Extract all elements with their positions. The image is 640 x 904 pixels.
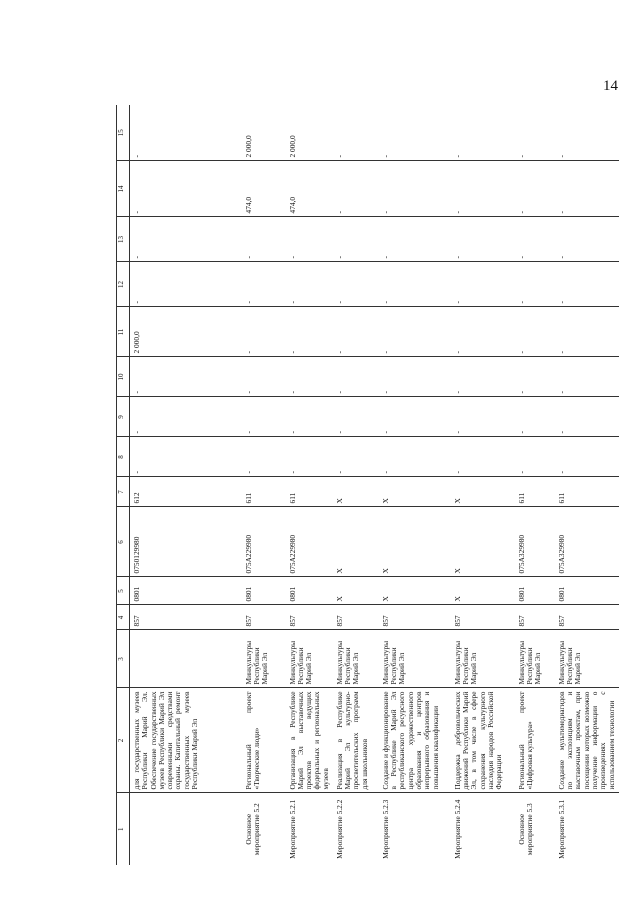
cell-col-11: - xyxy=(555,307,619,357)
cell-col-10: - xyxy=(242,357,286,397)
cell-col-4: 857 xyxy=(555,605,619,630)
cell-col-14: - xyxy=(333,161,379,217)
cell-col-2: Реализация в Республике Марий Эл культурно-просветительских программ для школьников xyxy=(333,688,379,793)
cell-col-8: - xyxy=(130,437,242,477)
cell-col-3: Минкультуры Республики Марий Эл xyxy=(333,630,379,688)
cell-col-13: - xyxy=(242,217,286,262)
cell-col-13: - xyxy=(451,217,515,262)
cell-col-1: Мероприятие 5.2.3 xyxy=(379,793,451,865)
cell-col-13: - xyxy=(333,217,379,262)
cell-col-14: - xyxy=(515,161,555,217)
table-row xyxy=(515,105,555,865)
column-header: 6 xyxy=(117,507,130,577)
cell-col-15: 2 000,0 xyxy=(287,135,297,158)
cell-col-6: 075A229980 xyxy=(242,507,286,577)
cell-col-2: для государственных музеев Республики Марий Эл. Обеспечение государственных музеев Республики Марий Эл современными средствами охраны. Капитальный ремонт государственных музеев Республики Марий Эл xyxy=(130,688,242,793)
cell-col-13: - xyxy=(130,217,242,262)
cell-col-6: 075A329980 xyxy=(555,507,619,577)
cell-col-7: 611 xyxy=(286,477,333,507)
cell-col-8: - xyxy=(286,437,333,477)
cell-col-5: X xyxy=(451,577,515,605)
cell-col-4: 857 xyxy=(379,605,451,630)
table-row xyxy=(451,105,515,865)
cell-col-1: Мероприятие 5.3.1 xyxy=(555,793,619,865)
cell-col-12: - xyxy=(451,262,515,307)
rotated-table-wrapper xyxy=(116,105,629,865)
cell-col-1: Основное мероприятие 5.3 xyxy=(515,793,555,865)
cell-col-2: Региональный проект «Творческие люди» xyxy=(242,688,286,793)
page-number: 14 xyxy=(603,78,618,94)
cell-col-9: - xyxy=(379,397,451,437)
cell-col-2: Создание мультимедиагидов по экспозициям и выставочным проектам, при посещении которых возможно получение информации о произведениях с использованием технологии xyxy=(555,688,619,793)
cell-col-11: - xyxy=(242,307,286,357)
cell-col-14: - xyxy=(555,161,619,217)
cell-col-11: 2 000,0 xyxy=(130,307,242,357)
column-header: 11 xyxy=(117,307,130,357)
cell-col-5: 0801 xyxy=(515,577,555,605)
header-row xyxy=(117,105,130,865)
cell-col-12: - xyxy=(333,262,379,307)
cell-col-6: 075A329980 xyxy=(515,507,555,577)
cell-col-9: - xyxy=(515,397,555,437)
table-row xyxy=(379,105,451,865)
column-header: 1 xyxy=(117,793,130,865)
cell-col-12: - xyxy=(286,262,333,307)
cell-col-5: X xyxy=(333,577,379,605)
cell-col-15: - xyxy=(556,155,566,158)
cell-col-9: - xyxy=(333,397,379,437)
cell-col-10: - xyxy=(515,357,555,397)
cell-col-10: - xyxy=(333,357,379,397)
cell-col-1: Мероприятие 5.2.1 xyxy=(286,793,333,865)
cell-col-7: 611 xyxy=(515,477,555,507)
cell-col-5: X xyxy=(379,577,451,605)
table-row xyxy=(333,105,379,865)
column-header: 9 xyxy=(117,397,130,437)
cell-col-3: Минкультуры Республики Марий Эл xyxy=(555,630,619,688)
cell-col-2: Создание и функционирование в Республике Марий Эл республиканского ресурсного центра художественного образования и центров непрерывного образования и повышения квалификации xyxy=(379,688,451,793)
cell-col-5: 0801 xyxy=(130,577,242,605)
cell-col-9: - xyxy=(555,397,619,437)
cell-col-1: Мероприятие 5.2.4 xyxy=(451,793,515,865)
cell-col-3: Минкультуры Республики Марий Эл xyxy=(379,630,451,688)
cell-col-13: - xyxy=(379,217,451,262)
cell-col-13: - xyxy=(286,217,333,262)
cell-col-15: - xyxy=(452,155,462,158)
cell-col-5: 0801 xyxy=(242,577,286,605)
cell-col-12: - xyxy=(130,262,242,307)
cell-col-7: X xyxy=(379,477,451,507)
cell-col-4: 857 xyxy=(451,605,515,630)
cell-col-8: - xyxy=(333,437,379,477)
cell-col-6: X xyxy=(451,507,515,577)
cell-col-10: - xyxy=(286,357,333,397)
cell-col-5: 0801 xyxy=(555,577,619,605)
cell-col-1: Мероприятие 5.2.2 xyxy=(333,793,379,865)
cell-col-11: - xyxy=(515,307,555,357)
cell-col-12: - xyxy=(379,262,451,307)
column-header: 12 xyxy=(117,262,130,307)
cell-col-2: Поддержка добровольческих движений Республики Марий Эл, в том числе в сфере сохранения культурного наследия народов Российской Федерации xyxy=(451,688,515,793)
cell-col-12: - xyxy=(242,262,286,307)
cell-col-7: 612 xyxy=(130,477,242,507)
cell-col-15: - xyxy=(380,155,390,158)
cell-col-14: 474,0 xyxy=(242,161,286,217)
cell-col-15: - xyxy=(132,155,141,158)
cell-col-10: - xyxy=(130,357,242,397)
cell-col-11: - xyxy=(333,307,379,357)
cell-col-11: - xyxy=(451,307,515,357)
cell-col-8: - xyxy=(555,437,619,477)
cell-col-8: - xyxy=(451,437,515,477)
cell-col-3: Минкультуры Республики Марий Эл xyxy=(242,630,286,688)
column-header: 8 xyxy=(117,437,130,477)
cell-col-13: - xyxy=(515,217,555,262)
cell-col-7: X xyxy=(333,477,379,507)
cell-col-15: - xyxy=(334,155,344,158)
cell-col-10: - xyxy=(555,357,619,397)
cell-col-11: - xyxy=(286,307,333,357)
cell-col-4: 857 xyxy=(515,605,555,630)
cell-col-6: X xyxy=(333,507,379,577)
cell-col-14: - xyxy=(130,161,242,217)
cell-col-2: Организация в Республике Марий Эл выставочных проектов ведущих федеральных и региональных музеев xyxy=(286,688,333,793)
cell-col-4: 857 xyxy=(333,605,379,630)
cell-col-15: - xyxy=(516,155,526,158)
cell-col-14: 474,0 xyxy=(286,161,333,217)
cell-col-7: 611 xyxy=(242,477,286,507)
cell-col-12: - xyxy=(555,262,619,307)
table-row xyxy=(555,105,619,865)
column-header: 5 xyxy=(117,577,130,605)
column-header: 10 xyxy=(117,357,130,397)
table-row xyxy=(286,105,333,865)
cell-col-8: - xyxy=(515,437,555,477)
budget-table xyxy=(116,105,619,865)
cell-col-6: X xyxy=(379,507,451,577)
cell-col-6: 0750129980 xyxy=(130,507,242,577)
cell-col-13: - xyxy=(555,217,619,262)
cell-col-3 xyxy=(130,630,242,688)
cell-col-9: - xyxy=(286,397,333,437)
cell-col-3: Минкультуры Республики Марий Эл xyxy=(286,630,333,688)
cell-col-7: X xyxy=(451,477,515,507)
column-header: 4 xyxy=(117,605,130,630)
cell-col-8: - xyxy=(379,437,451,477)
cell-col-3: Минкультуры Республики Марий Эл xyxy=(451,630,515,688)
cell-col-9: - xyxy=(242,397,286,437)
cell-col-1: Основное мероприятие 5.2 xyxy=(242,793,286,865)
table-row xyxy=(130,105,242,865)
cell-col-12: - xyxy=(515,262,555,307)
cell-col-10: - xyxy=(379,357,451,397)
cell-col-7: 611 xyxy=(555,477,619,507)
column-header: 2 xyxy=(117,688,130,793)
cell-col-4: 857 xyxy=(130,605,242,630)
column-header: 7 xyxy=(117,477,130,507)
cell-col-4: 857 xyxy=(286,605,333,630)
cell-col-6: 075A229980 xyxy=(286,507,333,577)
cell-col-14: - xyxy=(451,161,515,217)
cell-col-9: - xyxy=(130,397,242,437)
column-header: 15 xyxy=(117,105,130,161)
cell-col-9: - xyxy=(451,397,515,437)
column-header: 14 xyxy=(117,161,130,217)
cell-col-14: - xyxy=(379,161,451,217)
cell-col-3: Минкультуры Республики Марий Эл xyxy=(515,630,555,688)
table-row xyxy=(242,105,286,865)
cell-col-1 xyxy=(130,793,242,865)
column-header: 3 xyxy=(117,630,130,688)
cell-col-2: Региональный проект «Цифровая культура» xyxy=(515,688,555,793)
cell-col-8: - xyxy=(242,437,286,477)
cell-col-11: - xyxy=(379,307,451,357)
cell-col-4: 857 xyxy=(242,605,286,630)
cell-col-10: - xyxy=(451,357,515,397)
column-header: 13 xyxy=(117,217,130,262)
cell-col-15: 2 000,0 xyxy=(243,135,253,158)
cell-col-5: 0801 xyxy=(286,577,333,605)
